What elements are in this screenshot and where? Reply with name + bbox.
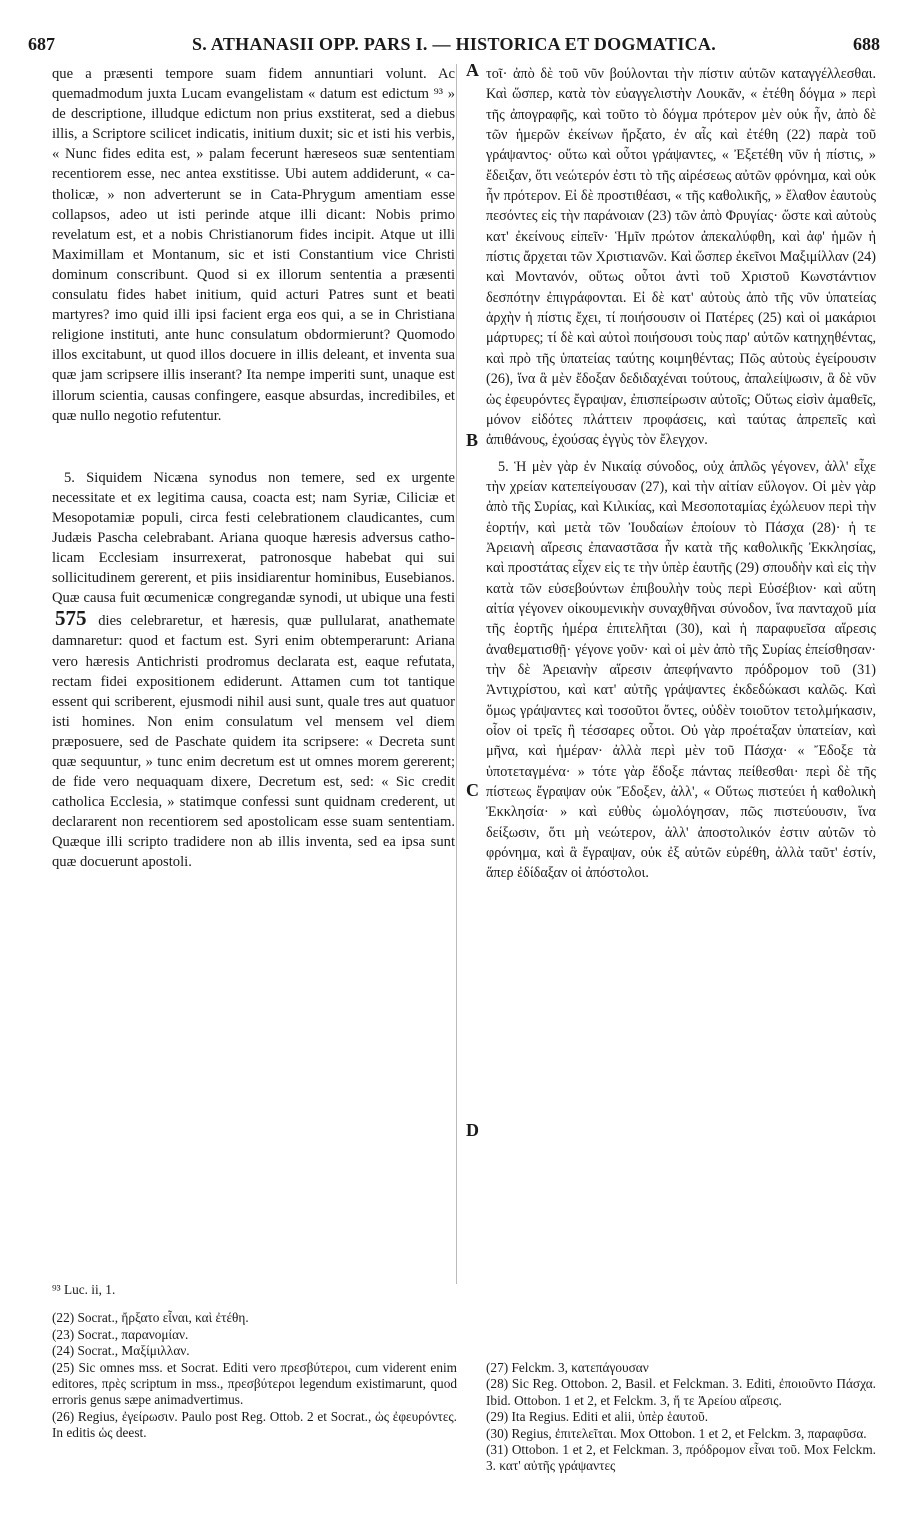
latin-column bbox=[52, 64, 455, 873]
footnote: (23) Socrat., παρανομίαν. bbox=[52, 1326, 189, 1342]
footnote: (22) Socrat., ἤρξατο εἶναι, καὶ ἐτέθη. bbox=[52, 1310, 249, 1326]
footnote: (24) Socrat., Μαξίμιλλαν. bbox=[52, 1343, 190, 1359]
footnote: (28) Sic Reg. Ottobon. 2, Basil. et Felckman. 3. Editi, ἐποιοῦντο Πάσχα. Ibid. Ottobon. 1 et 2, et Felckm. 3, ἥ τε Ἀρείου αἵρεσις. bbox=[486, 1376, 876, 1408]
column-divider bbox=[456, 64, 457, 1284]
footnote: (25) Sic omnes mss. et Socrat. Editi vero πρεσβύτεροι, cum viderent enim editores, πρὲς scriptum in mss., πρεσβύτεροι legendum existimarunt, quod erroris genus sæpe animadvertimus. bbox=[52, 1359, 457, 1408]
margin-marker-a: A bbox=[466, 60, 479, 80]
margin-marker-d: D bbox=[466, 1120, 479, 1140]
latin-paragraph-2-part-b: dies celebraretur, et hæresis, quæ pullularat, anathemate damnaretur: quod et factum est. Syri enim obtemperarunt: Ariana vero hæresis Antichristi prodromus declarata est, eaque refutata, rectam fidei expositionem ediderunt. Attamen cum tot tantique essent qui scriberent, ejusmodi nihil ausi sunt, quale tres aut quatuor isti homines. Non enim consulatum vel mensem vel diem præposuere, sed de Paschate quidem ita scripsere: « Decreta sunt quæ sequuntur, » tunc enim decretum est ut omnes morem gererent; de fide vero nequaquam dixere, Decretum est, sed: « Sic credit catholica Ecclesia, » statimque confessi sunt quidnam crederent, ut declararent non recentiorem sed apostolicam esse suam sententiam. Quæque illi scripto tradidere non ab illis inventa, sed ea ipsa sunt quæ docuerunt apostoli. bbox=[52, 613, 456, 871]
margin-marker-b: B bbox=[466, 430, 479, 450]
latin-paragraph-1: que a præsenti tempore suam fidem annuntiari volunt. Ac quemadmodum juxta Lucam evangelistam « datum est edictum ⁹³ » de descriptione, illudque edictum non prius exstiterat, sed a diebus illis, a Scriptore scilicet indicatis, initium duxit; sic et isti his verbis, « Nunc fides edita est, » palam fecerunt hæreseos suæ sententiam recentiorem esse, nec antea exstitisse. Ubi autem addiderunt, « catholicæ, » non adverterunt se in Cata-Phrygum amentiam esse collapsos, adeo ut isti perinde atque illi dicant: Nobis primo revelatum est, et a nobis Christianorum fides incipit. Atque ut illi Maximillam et Montanum, sic et isti Constantium vice Christi dominum conscribunt. Quod si ex illorum sententia a præsenti consulatu fides habet initium, quid acturi Patres sunt et beati martyres? imo quid illi ipsi facient erga eos qui, a se in Christiana religione instituti, ante hunc consulatum obdormierunt? Quomodo illos excitabunt, ut quod illos docuere in illis deleant, et inventa sua quæ jam scripsere illis inserant? Ita nempe imperiti sunt, unaque est illorum scientia, causas confingere, easque absurdas, incredibiles, et quæ nullo negotio refutentur. bbox=[52, 66, 455, 424]
footnote: ⁹³ Luc. ii, 1. bbox=[52, 1282, 116, 1297]
footnote: (31) Ottobon. 1 et 2, et Felckman. 3, πρόδρομον εἶναι τοῦ. Mox Felckm. 3. κατ' αὐτῆς γράψαντες bbox=[486, 1442, 876, 1474]
footnote: (27) Felckm. 3, κατεπάγουσαν bbox=[486, 1360, 649, 1375]
footnote: (29) Ita Regius. Editi et alii, ὑπὲρ ἑαυτοῦ. bbox=[486, 1409, 709, 1425]
footnote: (30) Regius, ἐπιτελεῖται. Mox Ottobon. 1 et 2, et Felckm. 3, παραφῦσα. bbox=[486, 1425, 867, 1441]
margin-marker-c: C bbox=[466, 780, 479, 800]
page-header bbox=[28, 34, 880, 60]
latin-paragraph-2 bbox=[52, 468, 455, 873]
page-number-right: 688 bbox=[853, 34, 880, 54]
running-title: S. ATHANASII OPP. PARS I. — HISTORICA ET DOGMATICA. bbox=[191, 34, 717, 54]
latin-paragraph-2-part-a: 5. Siquidem Nicæna synodus non temere, sed ex urgente necessitate et ex legitima causa, coacta est; nam Syriæ, Ciliciæ et Mesopotamiæ populi, circa festi celebrationem claudicantes, cum Judæis Pascha celebrabant. Ariana quoque hæresis adversus catholicam Ecclesiam insurrexerat, patronosque habebat qui sui sollicitudinem gererent, et piis insidiarentur hominibus, Eusebianos. Quæ causa fuit œcumenicæ congregandæ synodi, ut ubique una festi bbox=[52, 469, 455, 607]
greek-column bbox=[486, 64, 876, 884]
margin-page-number: 575 bbox=[55, 606, 87, 631]
greek-paragraph-2-text: 5. Ἡ μὲν γὰρ ἐν Νικαίᾳ σύνοδος, οὐχ ἁπλῶς γέγονεν, ἀλλ' εἶχε τὴν χρείαν κατεπείγουσαν (27), καὶ τὴν αἰτίαν εὔλογον. Οἱ μὲν γὰρ ἀπὸ τῆς Συρίας, καὶ Κιλικίας, καὶ Μεσοποταμίας ἐχώλευον περὶ τὴν ἑορτήν, καὶ μετὰ τῶν Ἰουδαίων ἐποίουν τὸ Πάσχα (28)· ἡ τε Ἀρειανὴ αἵρεσις ἐπαναστᾶσα ἦν κατὰ τῆς καθολικῆς Ἐκκλησίας, καὶ προστάτας εἶχεν εἰς τε τὴν ὑπὲρ ἑαυτῆς (29) σπουδὴν καὶ εἰς τὴν κατὰ τῶν εὐσεβούντων ἐπιβουλὴν τοὺς περὶ Εὐσέβιον· καὶ αὕτη αἰτία γέγονεν οἰκουμενικὴν συναχθῆναι σύνοδον, ἵνα πανταχοῦ μία τῆς ἑορτῆς ἡμέρα ἐπιτελῆται (30), καὶ ἡ παραφυεῖσα αἵρεσις ἀναθεματισθῇ· γέγονε γοῦν· καὶ οἱ μὲν ἀπὸ τῆς Συρίας ἐπείσθησαν· τὴν δὲ Ἀρειανὴν αἵρεσιν ἀπεφήναντο πρόδρομον τοῦ (31) Ἀντιχρίστου, καὶ κατ' αὐτῆς γράψαντες ἐκδεδώκασι καλῶς. Καὶ ὅμως γράψαντες καὶ τοσοῦτοι ὄντες, οὐδὲν τοιοῦτον τετολμήκασιν, οἷον οἱ τρεῖς ἢ τέσσαρες οὗτοι. Οὐ γὰρ προέταξαν ὑπατείαν, καὶ μῆνα, καὶ ἡμέραν· ἀλλὰ περὶ μὲν τοῦ Πάσχα· « Ἔδοξε τὰ ὑποτεταγμένα· » τότε γὰρ ἔδοξε πάντας πείθεσθαι· περὶ δὲ τῆς πίστεως ἔγραψαν οὐκ Ἔδοξεν, ἀλλ', « Οὕτως πιστεύει ἡ καθολικὴ Ἐκκλησία· » καὶ εὐθὺς ὡμολόγησαν, πῶς πιστεύουσιν, ἵνα δείξωσιν, ὅτι μὴ νεώτερον, ἀλλ' ἀποστολικόν ἐστιν αὐτῶν τὸ φρόνημα, καὶ ἃ ἔγραψαν, οὐκ ἐξ αὐτῶν εὑρέθη, ἀλλὰ ταῦτ' ἐστίν, ἅπερ ἐδίδαξαν οἱ ἀπόστολοι. bbox=[486, 458, 876, 882]
greek-paragraph-2 bbox=[486, 457, 876, 884]
footnotes-left bbox=[52, 1282, 457, 1442]
page-number-left: 687 bbox=[28, 34, 55, 54]
greek-paragraph-1: τοῖ· ἀπὸ δὲ τοῦ νῦν βούλονται τὴν πίστιν αὐτῶν καταγγέλλεσθαι. Καὶ ὥσπερ, κατὰ τὸν εὐαγγελιστὴν Λουκᾶν, « ἐτέθη δόγμα » περὶ τῆς ἀπογραφῆς, καὶ τοῦτο τὸ δόγμα πρότερον μὲν οὐκ ἦν, ἀπὸ δὲ τῶν ἡμερῶν ἐκείνων ἤρξατο, ἐν αἷς καὶ ἐτέθη (22) παρὰ τοῦ γράψαντος· οὕτω καὶ οὗτοι γράψαντες, « Ἐξετέθη νῦν ἡ πίστις, » ἔδειξαν, ὅτι νεώτερόν ἐστι τὸ τῆς αἱρέσεως αὐτῶν φρόνημα, καὶ οὐκ ἦν πρότερον. Εἰ δὲ προστιθέασι, « τῆς καθολικῆς, » ἔλαθον ἑαυτοὺς πεσόντες εἰς τὴν παράνοιαν (23) τῶν ἀπὸ Φρυγίας· ὥστε καὶ αὐτοὺς κατ' ἐκείνους εἰπεῖν· Ἡμῖν πρώτον ἀπεκαλύφθη, καὶ ἀφ' ἡμῶν ἡ πίστις ἄρχεται τῶν Χριστιανῶν. Καὶ ὥσπερ ἐκεῖνοι Μαξιμίλλαν (24) καὶ Μοντανόν, οὕτως οὗτοι ἀντὶ τοῦ Χριστοῦ Κωνστάντιον δεσπότην ἐπιγράφονται. Εἰ δὲ κατ' αὐτοὺς ἀπὸ τῆς νῦν ὑπατείας ἀρχὴν ἡ πίστις ἔχει, τί ποιήσουσιν οἱ Πατέρες (25) καὶ οἱ μακάριοι μάρτυρες; τί δὲ καὶ αὐτοὶ ποιήσουσι τοὺς παρ' αὐτῶν κατηχηθέντας, καὶ πρὸ τῆς ὑπατείας ταύτης κοιμηθέντας; Πῶς αὐτοὺς ἐγείρουσιν (26), ἵνα ἃ μὲν ἔδοξαν δεδιδαχέναι τούτους, ἀπαλείψωσιν, ἃ δὲ νῦν ὡς ἐφευρόντες ἔγραψαν, ἐπισπείρωσιν αὐτοῖς; Οὕτως εἰσὶν ἀμαθεῖς, μόνον εἰδότες πλάττειν προφάσεις, καὶ ταύτας ἀπρεπεῖς καὶ ἀπιθάνους, ἐχούσας ἐγγὺς τὸν ἔλεγχον. bbox=[486, 66, 876, 449]
footnote: (26) Regius, ἐγείρωσιν. Paulo post Reg. Ottob. 2 et Socrat., ὡς ἐφευρόντες. In editis ὡς deest. bbox=[52, 1408, 457, 1441]
footnotes-right bbox=[486, 1360, 876, 1475]
